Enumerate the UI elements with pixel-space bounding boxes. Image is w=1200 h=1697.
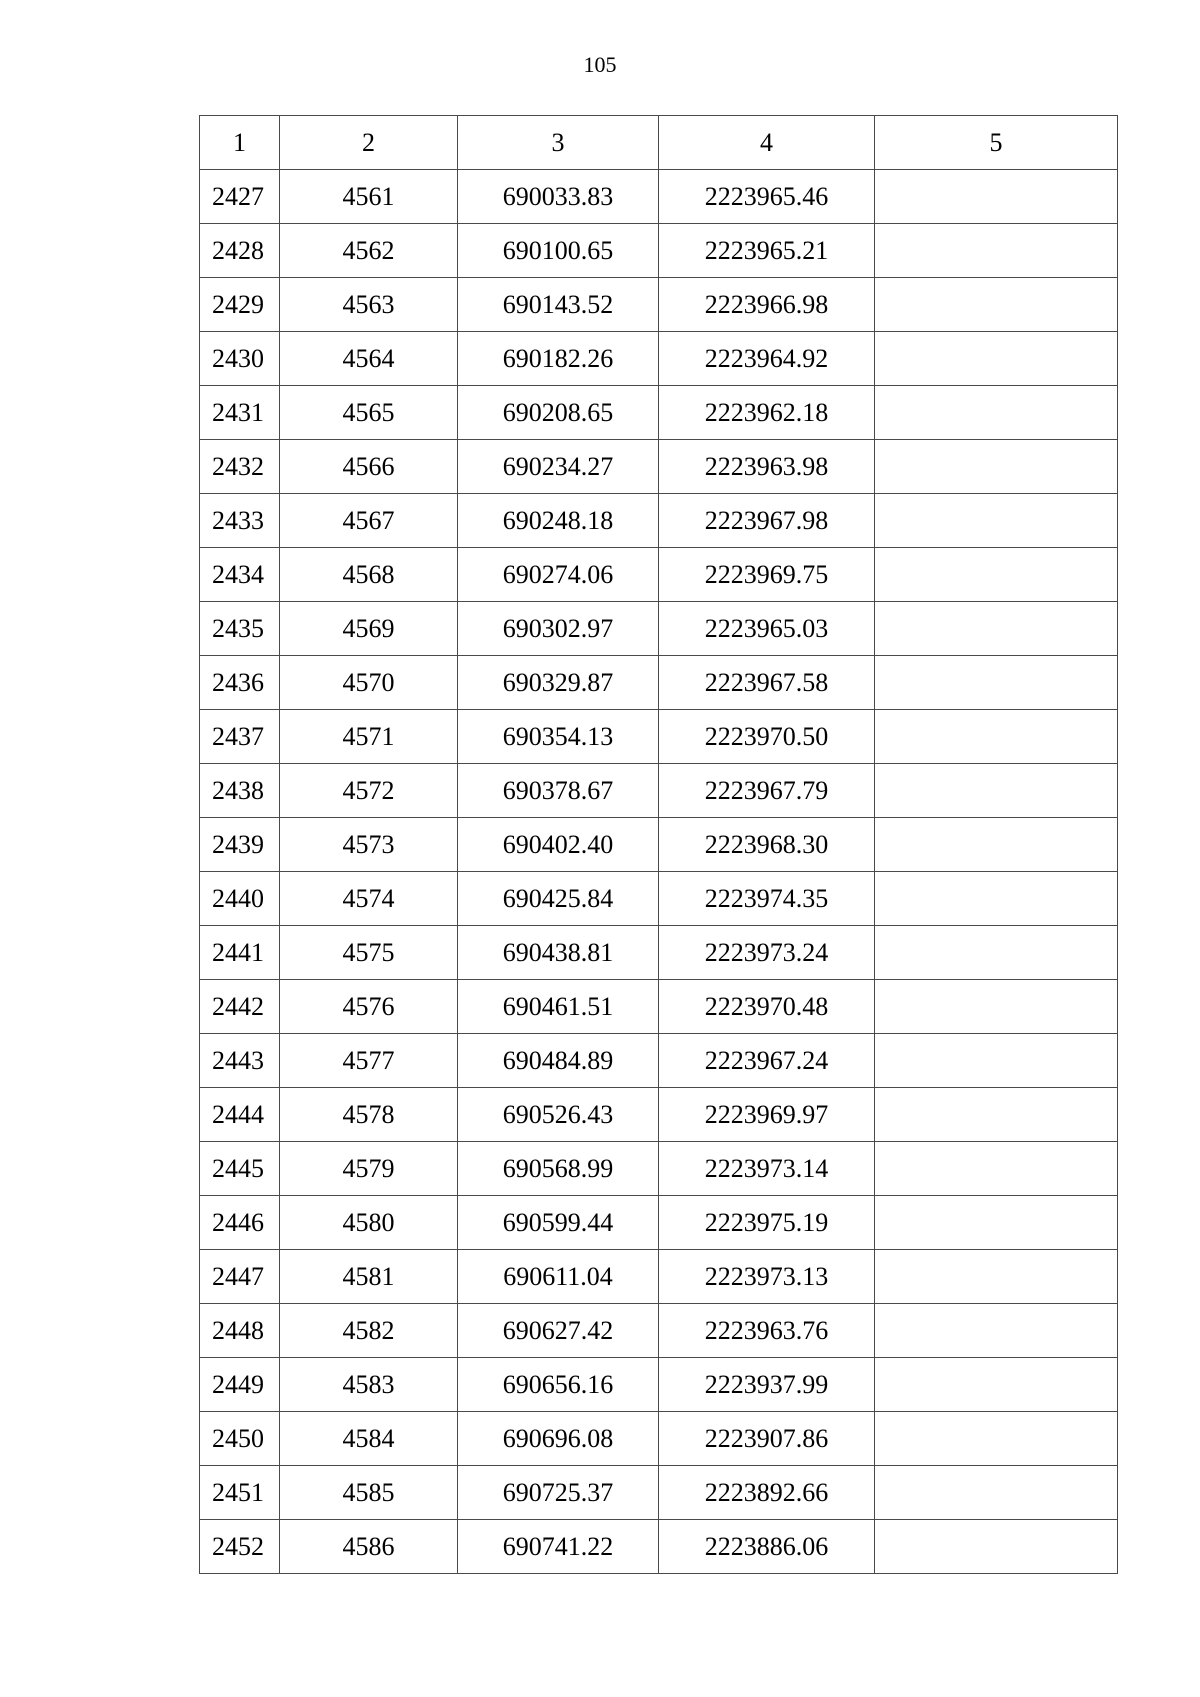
x-coordinate-cell: 690234.27 (458, 440, 659, 494)
point-number-cell: 4586 (280, 1520, 458, 1574)
point-number-cell: 4571 (280, 710, 458, 764)
point-number-cell: 4573 (280, 818, 458, 872)
row-number-cell: 2441 (200, 926, 280, 980)
row-number-cell: 2427 (200, 170, 280, 224)
note-cell (875, 1250, 1118, 1304)
x-coordinate-cell: 690402.40 (458, 818, 659, 872)
point-number-cell: 4564 (280, 332, 458, 386)
y-coordinate-cell: 2223937.99 (659, 1358, 875, 1412)
x-coordinate-cell: 690425.84 (458, 872, 659, 926)
x-coordinate-cell: 690208.65 (458, 386, 659, 440)
note-cell (875, 602, 1118, 656)
x-coordinate-cell: 690484.89 (458, 1034, 659, 1088)
point-number-cell: 4566 (280, 440, 458, 494)
y-coordinate-cell: 2223892.66 (659, 1466, 875, 1520)
row-number-cell: 2451 (200, 1466, 280, 1520)
header-col-4: 4 (659, 116, 875, 170)
x-coordinate-cell: 690302.97 (458, 602, 659, 656)
row-number-cell: 2450 (200, 1412, 280, 1466)
x-coordinate-cell: 690100.65 (458, 224, 659, 278)
row-number-cell: 2440 (200, 872, 280, 926)
point-number-cell: 4563 (280, 278, 458, 332)
header-col-2: 2 (280, 116, 458, 170)
table-row (200, 1034, 1118, 1088)
x-coordinate-cell: 690611.04 (458, 1250, 659, 1304)
x-coordinate-cell: 690033.83 (458, 170, 659, 224)
note-cell (875, 1358, 1118, 1412)
x-coordinate-cell: 690599.44 (458, 1196, 659, 1250)
y-coordinate-cell: 2223965.21 (659, 224, 875, 278)
y-coordinate-cell: 2223962.18 (659, 386, 875, 440)
row-number-cell: 2438 (200, 764, 280, 818)
y-coordinate-cell: 2223965.03 (659, 602, 875, 656)
note-cell (875, 1034, 1118, 1088)
table-row (200, 872, 1118, 926)
table-row (200, 332, 1118, 386)
note-cell (875, 170, 1118, 224)
x-coordinate-cell: 690461.51 (458, 980, 659, 1034)
x-coordinate-cell: 690378.67 (458, 764, 659, 818)
x-coordinate-cell: 690438.81 (458, 926, 659, 980)
header-col-5: 5 (875, 116, 1118, 170)
x-coordinate-cell: 690329.87 (458, 656, 659, 710)
note-cell (875, 872, 1118, 926)
point-number-cell: 4569 (280, 602, 458, 656)
point-number-cell: 4578 (280, 1088, 458, 1142)
header-row (200, 116, 1118, 170)
row-number-cell: 2445 (200, 1142, 280, 1196)
table-row (200, 494, 1118, 548)
y-coordinate-cell: 2223973.14 (659, 1142, 875, 1196)
table-row (200, 170, 1118, 224)
row-number-cell: 2452 (200, 1520, 280, 1574)
note-cell (875, 386, 1118, 440)
row-number-cell: 2429 (200, 278, 280, 332)
row-number-cell: 2446 (200, 1196, 280, 1250)
row-number-cell: 2434 (200, 548, 280, 602)
table-body (200, 170, 1118, 1574)
y-coordinate-cell: 2223968.30 (659, 818, 875, 872)
x-coordinate-cell: 690725.37 (458, 1466, 659, 1520)
header-col-1: 1 (200, 116, 280, 170)
y-coordinate-cell: 2223969.97 (659, 1088, 875, 1142)
table-row (200, 1412, 1118, 1466)
table-row (200, 278, 1118, 332)
point-number-cell: 4572 (280, 764, 458, 818)
row-number-cell: 2439 (200, 818, 280, 872)
table-row (200, 1196, 1118, 1250)
point-number-cell: 4561 (280, 170, 458, 224)
note-cell (875, 548, 1118, 602)
table-row (200, 1142, 1118, 1196)
y-coordinate-cell: 2223967.58 (659, 656, 875, 710)
y-coordinate-cell: 2223964.92 (659, 332, 875, 386)
x-coordinate-cell: 690248.18 (458, 494, 659, 548)
table-row (200, 926, 1118, 980)
row-number-cell: 2442 (200, 980, 280, 1034)
note-cell (875, 1088, 1118, 1142)
point-number-cell: 4568 (280, 548, 458, 602)
row-number-cell: 2448 (200, 1304, 280, 1358)
point-number-cell: 4580 (280, 1196, 458, 1250)
table-row (200, 224, 1118, 278)
note-cell (875, 1466, 1118, 1520)
x-coordinate-cell: 690568.99 (458, 1142, 659, 1196)
x-coordinate-cell: 690696.08 (458, 1412, 659, 1466)
table-row (200, 602, 1118, 656)
x-coordinate-cell: 690274.06 (458, 548, 659, 602)
table-row (200, 980, 1118, 1034)
note-cell (875, 494, 1118, 548)
y-coordinate-cell: 2223973.24 (659, 926, 875, 980)
row-number-cell: 2436 (200, 656, 280, 710)
row-number-cell: 2435 (200, 602, 280, 656)
y-coordinate-cell: 2223974.35 (659, 872, 875, 926)
row-number-cell: 2449 (200, 1358, 280, 1412)
table-row (200, 548, 1118, 602)
y-coordinate-cell: 2223969.75 (659, 548, 875, 602)
y-coordinate-cell: 2223970.48 (659, 980, 875, 1034)
table-header (200, 116, 1118, 170)
x-coordinate-cell: 690627.42 (458, 1304, 659, 1358)
point-number-cell: 4584 (280, 1412, 458, 1466)
x-coordinate-cell: 690656.16 (458, 1358, 659, 1412)
point-number-cell: 4575 (280, 926, 458, 980)
table-row (200, 440, 1118, 494)
y-coordinate-cell: 2223970.50 (659, 710, 875, 764)
y-coordinate-cell: 2223975.19 (659, 1196, 875, 1250)
row-number-cell: 2444 (200, 1088, 280, 1142)
note-cell (875, 926, 1118, 980)
y-coordinate-cell: 2223967.98 (659, 494, 875, 548)
row-number-cell: 2437 (200, 710, 280, 764)
table-row (200, 386, 1118, 440)
y-coordinate-cell: 2223966.98 (659, 278, 875, 332)
x-coordinate-cell: 690182.26 (458, 332, 659, 386)
y-coordinate-cell: 2223967.24 (659, 1034, 875, 1088)
row-number-cell: 2433 (200, 494, 280, 548)
x-coordinate-cell: 690354.13 (458, 710, 659, 764)
x-coordinate-cell: 690526.43 (458, 1088, 659, 1142)
y-coordinate-cell: 2223907.86 (659, 1412, 875, 1466)
point-number-cell: 4570 (280, 656, 458, 710)
note-cell (875, 764, 1118, 818)
point-number-cell: 4576 (280, 980, 458, 1034)
table-row (200, 818, 1118, 872)
y-coordinate-cell: 2223963.98 (659, 440, 875, 494)
x-coordinate-cell: 690741.22 (458, 1520, 659, 1574)
note-cell (875, 1196, 1118, 1250)
table-row (200, 1466, 1118, 1520)
point-number-cell: 4577 (280, 1034, 458, 1088)
table-row (200, 710, 1118, 764)
table-row (200, 1520, 1118, 1574)
note-cell (875, 818, 1118, 872)
note-cell (875, 278, 1118, 332)
point-number-cell: 4574 (280, 872, 458, 926)
point-number-cell: 4565 (280, 386, 458, 440)
row-number-cell: 2432 (200, 440, 280, 494)
note-cell (875, 656, 1118, 710)
coordinates-table (199, 115, 1118, 1574)
note-cell (875, 224, 1118, 278)
row-number-cell: 2428 (200, 224, 280, 278)
point-number-cell: 4585 (280, 1466, 458, 1520)
y-coordinate-cell: 2223886.06 (659, 1520, 875, 1574)
note-cell (875, 710, 1118, 764)
table-row (200, 1358, 1118, 1412)
page-number: 105 (583, 52, 617, 77)
table-row (200, 764, 1118, 818)
table-row (200, 1250, 1118, 1304)
point-number-cell: 4583 (280, 1358, 458, 1412)
row-number-cell: 2443 (200, 1034, 280, 1088)
y-coordinate-cell: 2223963.76 (659, 1304, 875, 1358)
note-cell (875, 440, 1118, 494)
header-col-3: 3 (458, 116, 659, 170)
table-row (200, 1304, 1118, 1358)
point-number-cell: 4582 (280, 1304, 458, 1358)
x-coordinate-cell: 690143.52 (458, 278, 659, 332)
note-cell (875, 1304, 1118, 1358)
note-cell (875, 1142, 1118, 1196)
row-number-cell: 2430 (200, 332, 280, 386)
point-number-cell: 4581 (280, 1250, 458, 1304)
table-row (200, 1088, 1118, 1142)
y-coordinate-cell: 2223967.79 (659, 764, 875, 818)
note-cell (875, 980, 1118, 1034)
point-number-cell: 4579 (280, 1142, 458, 1196)
point-number-cell: 4562 (280, 224, 458, 278)
row-number-cell: 2447 (200, 1250, 280, 1304)
row-number-cell: 2431 (200, 386, 280, 440)
note-cell (875, 332, 1118, 386)
note-cell (875, 1520, 1118, 1574)
note-cell (875, 1412, 1118, 1466)
y-coordinate-cell: 2223973.13 (659, 1250, 875, 1304)
point-number-cell: 4567 (280, 494, 458, 548)
table-row (200, 656, 1118, 710)
y-coordinate-cell: 2223965.46 (659, 170, 875, 224)
